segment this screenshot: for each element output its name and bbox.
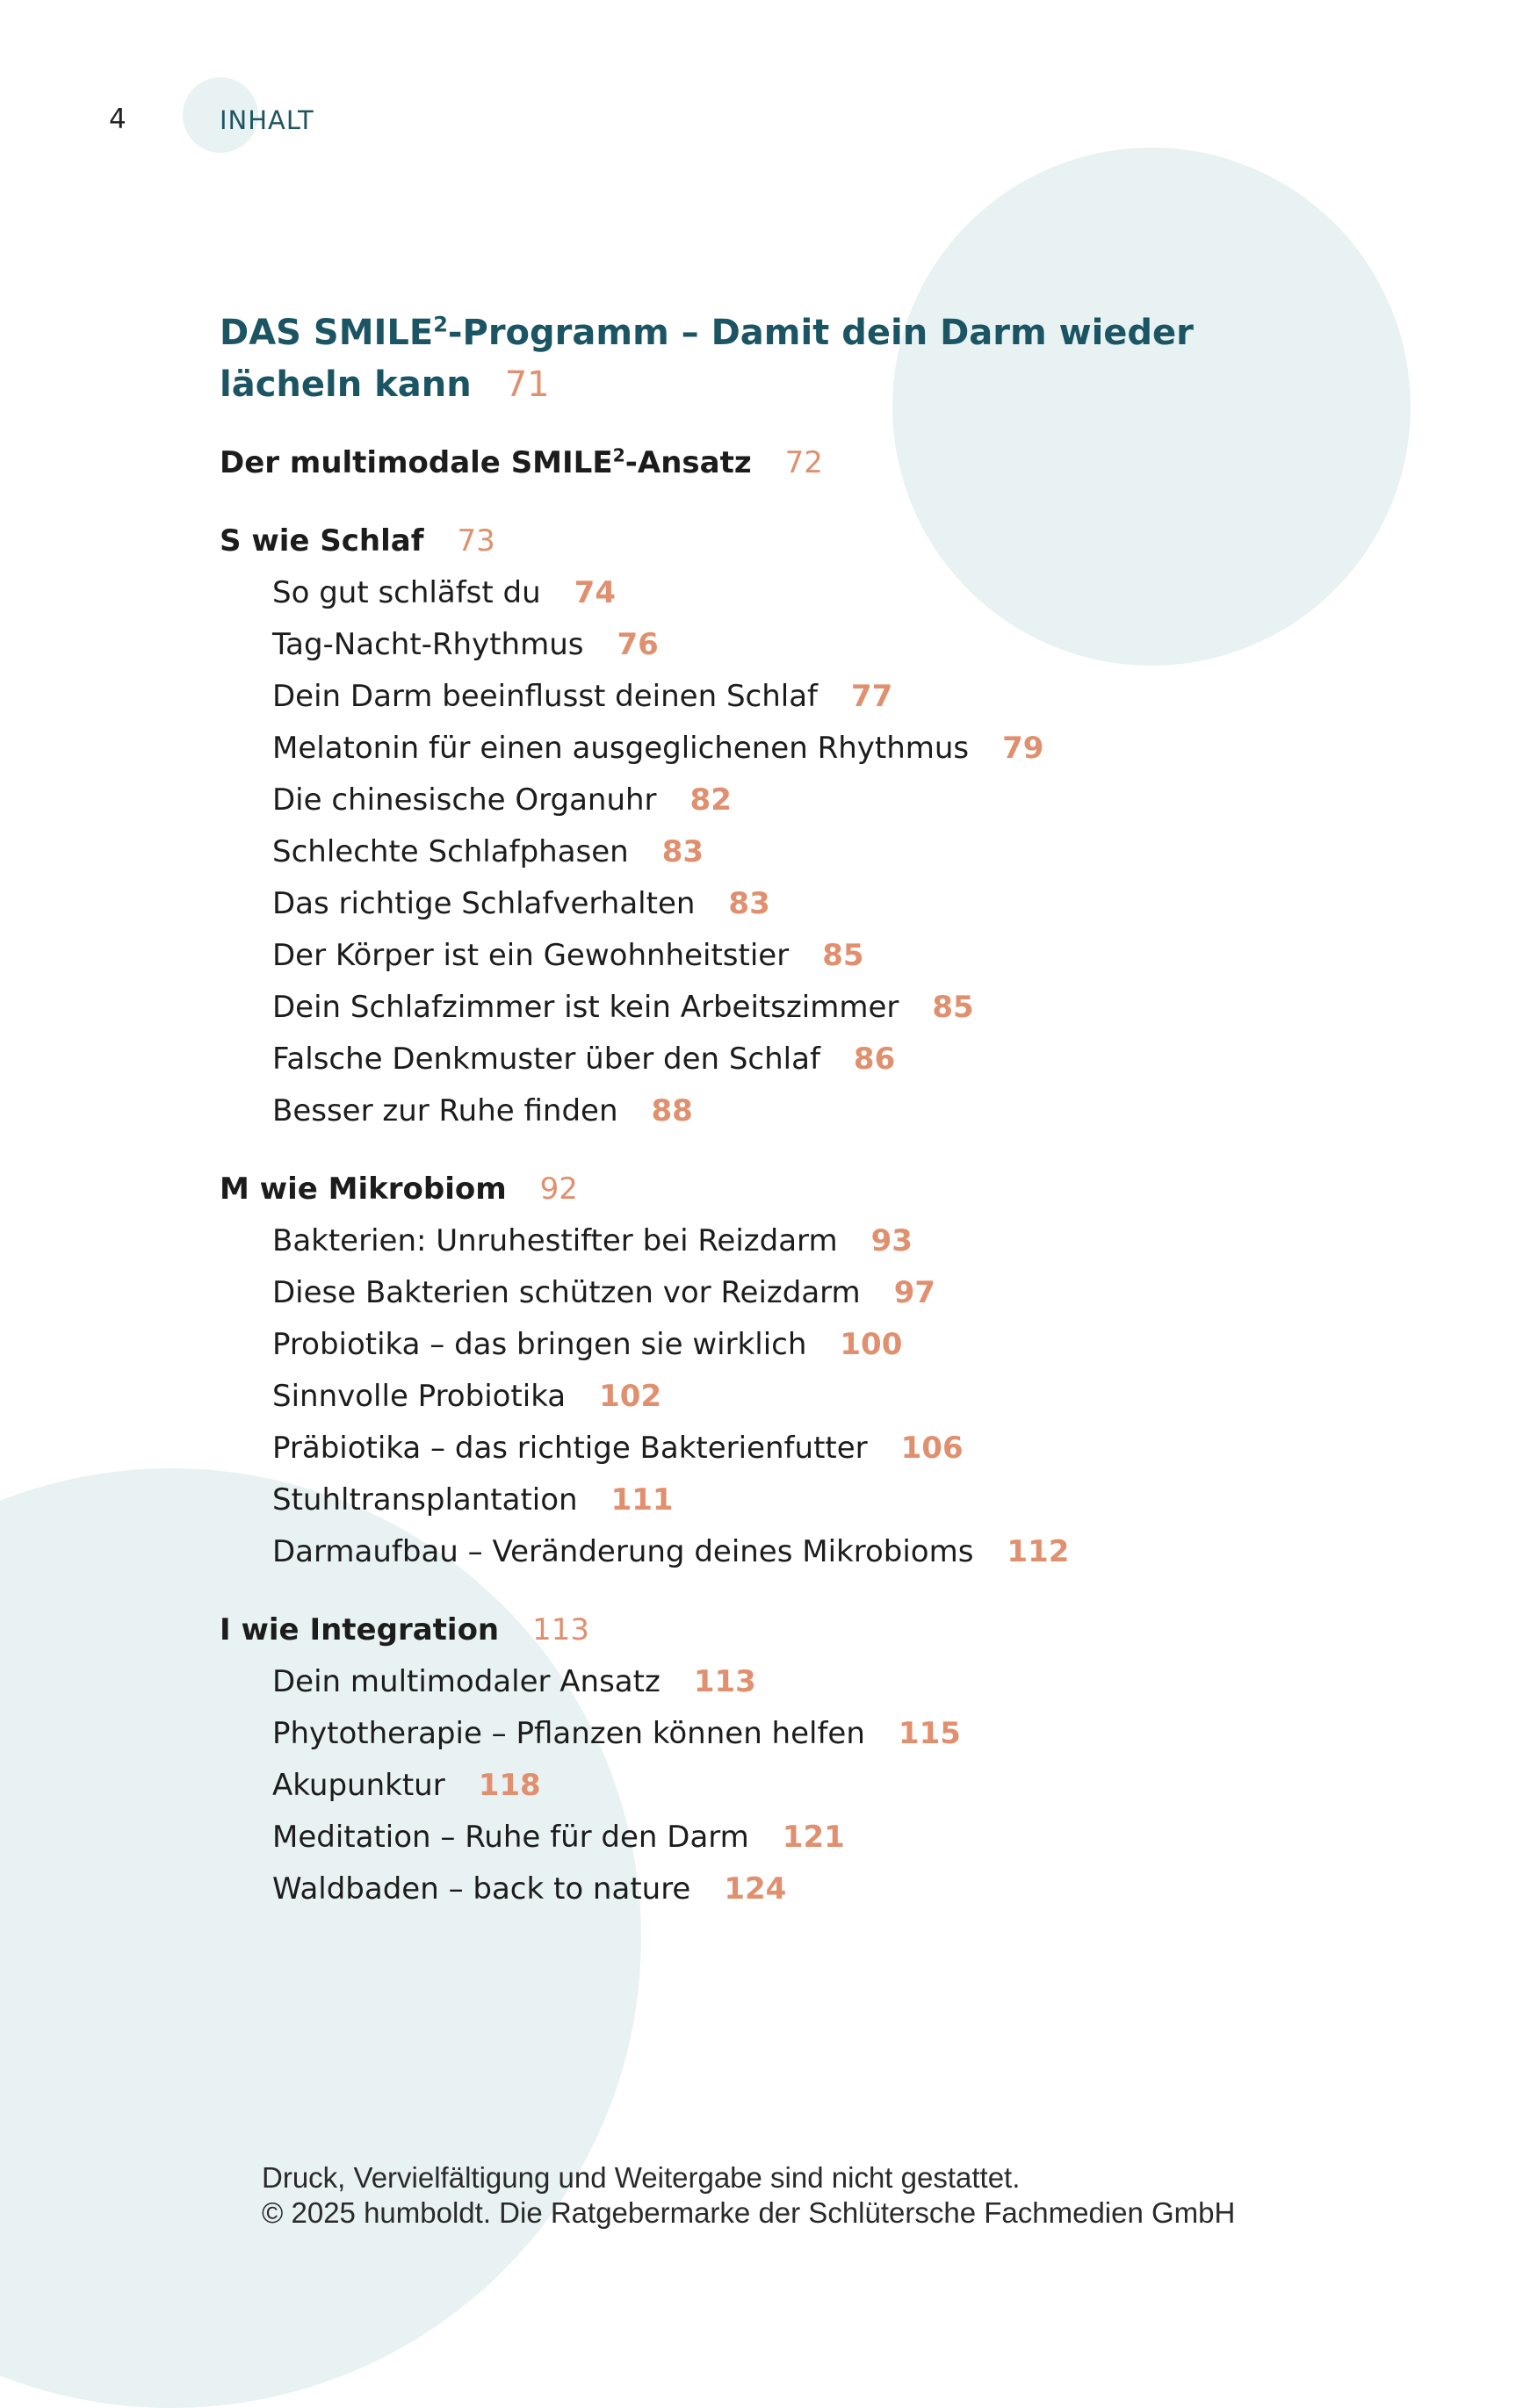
toc-entry[interactable] — [220, 1215, 1361, 1267]
toc-entry-page: 76 — [617, 627, 659, 662]
toc-entry[interactable] — [220, 1760, 1361, 1812]
footer-line: © 2025 humboldt. Die Ratgebermarke der Schlütersche Fachmedien GmbH — [262, 2196, 1236, 2229]
toc-entry-page: 82 — [689, 782, 732, 818]
toc-entry-page: 83 — [728, 886, 770, 921]
toc-section-title: I wie Integration — [220, 1612, 500, 1647]
toc-entry-label: Präbiotika – das richtige Bakterienfutter — [272, 1431, 868, 1466]
chapter-title-part: DAS SMILE — [220, 313, 434, 353]
toc-entry-label: Der multimodale SMILE — [220, 445, 613, 480]
toc-entry-label: Dein Darm beeinflusst deinen Schlaf — [272, 679, 819, 714]
toc-entry-label: Melatonin für einen ausgeglichenen Rhythmus — [272, 731, 970, 766]
toc-entry-page: 102 — [599, 1379, 662, 1414]
table-of-contents — [220, 307, 1361, 1915]
toc-entry-page: 124 — [724, 1871, 787, 1907]
page-number: 4 — [109, 104, 126, 135]
toc-entry[interactable] — [220, 1034, 1361, 1085]
toc-entry[interactable] — [220, 723, 1361, 775]
toc-entry-label: Dein Schlafzimmer ist kein Arbeitszimmer — [272, 990, 899, 1025]
toc-entry-page: 77 — [851, 679, 893, 714]
toc-entry-page: 97 — [893, 1275, 936, 1310]
toc-entry[interactable] — [220, 878, 1361, 930]
toc-entry-label: Tag-Nacht-Rhythmus — [272, 627, 584, 662]
chapter-page-number: 71 — [504, 364, 550, 405]
toc-entry-label: Falsche Denkmuster über den Schlaf — [272, 1042, 820, 1077]
toc-section-page: 113 — [532, 1612, 590, 1647]
toc-entry-label: Meditation – Ruhe für den Darm — [272, 1820, 749, 1855]
toc-entry-label: Stuhltransplantation — [272, 1482, 578, 1518]
toc-section-page: 73 — [457, 523, 495, 559]
toc-entry-page: 88 — [651, 1093, 693, 1128]
toc-entry-page: 79 — [1002, 731, 1044, 766]
toc-entry[interactable] — [220, 619, 1361, 671]
toc-entry-superscript: 2 — [612, 444, 625, 466]
toc-entry-page: 100 — [840, 1327, 903, 1362]
toc-entry[interactable] — [220, 1423, 1361, 1474]
toc-section-heading[interactable] — [220, 1164, 1361, 1215]
toc-entry[interactable] — [220, 930, 1361, 982]
toc-section-heading[interactable] — [220, 1604, 1361, 1656]
toc-entry-page: 118 — [478, 1768, 541, 1803]
toc-section — [220, 1604, 1361, 1915]
copyright-footer — [262, 2160, 1235, 2231]
running-head: INHALT — [220, 105, 314, 135]
toc-entry[interactable] — [220, 775, 1361, 826]
toc-entry[interactable] — [220, 1526, 1361, 1578]
toc-entry-label: So gut schläfst du — [272, 575, 541, 610]
toc-entry-page: 83 — [661, 834, 704, 869]
toc-entry-label: Die chinesische Organuhr — [272, 782, 657, 818]
toc-entry[interactable] — [220, 982, 1361, 1034]
toc-entry-label: Bakterien: Unruhestifter bei Reizdarm — [272, 1223, 838, 1258]
toc-entry-page: 85 — [932, 990, 974, 1025]
toc-entry[interactable] — [220, 567, 1361, 619]
toc-entry-label: Phytotherapie – Pflanzen können helfen — [272, 1716, 865, 1751]
footer-line: Druck, Vervielfältigung und Weitergabe sind nicht gestattet. — [262, 2161, 1021, 2194]
toc-section — [220, 1164, 1361, 1578]
toc-entry-page: 111 — [610, 1482, 674, 1518]
toc-entry-page: 106 — [900, 1431, 964, 1466]
toc-entry-page: 112 — [1007, 1534, 1070, 1569]
toc-entry-label: Schlechte Schlafphasen — [272, 834, 629, 869]
toc-entry[interactable] — [220, 1474, 1361, 1526]
toc-entry-page: 86 — [853, 1042, 896, 1077]
toc-section-page: 92 — [539, 1172, 578, 1207]
toc-section — [220, 515, 1361, 1137]
toc-entry-page: 85 — [822, 938, 864, 973]
toc-entry-label: Akupunktur — [272, 1768, 445, 1803]
chapter-title-superscript: 2 — [433, 312, 448, 337]
toc-entry-intro[interactable] — [220, 437, 1361, 489]
toc-entry[interactable] — [220, 826, 1361, 878]
toc-entry-label: Sinnvolle Probiotika — [272, 1379, 567, 1414]
toc-entry-label: Darmaufbau – Veränderung deines Mikrobioms — [272, 1534, 974, 1569]
toc-entry-label: Probiotika – das bringen sie wirklich — [272, 1327, 807, 1362]
toc-entry-label: -Ansatz — [624, 445, 752, 480]
toc-entry[interactable] — [220, 1267, 1361, 1319]
toc-section-title: S wie Schlaf — [220, 523, 424, 559]
toc-entry-page: 115 — [898, 1716, 961, 1751]
toc-entry[interactable] — [220, 1864, 1361, 1915]
toc-entry[interactable] — [220, 1812, 1361, 1864]
toc-entry-label: Der Körper ist ein Gewohnheitstier — [272, 938, 790, 973]
toc-entry-page: 72 — [784, 445, 823, 480]
chapter-title-part: lächeln kann — [220, 364, 472, 405]
toc-entry-page: 113 — [693, 1664, 756, 1699]
toc-entry-page: 121 — [782, 1820, 845, 1855]
toc-entry[interactable] — [220, 1371, 1361, 1423]
toc-entry[interactable] — [220, 671, 1361, 723]
toc-entry-page: 93 — [870, 1223, 913, 1258]
toc-entry-label: Besser zur Ruhe finden — [272, 1093, 618, 1128]
toc-entry[interactable] — [220, 1708, 1361, 1760]
toc-section-heading[interactable] — [220, 515, 1361, 567]
toc-entry[interactable] — [220, 1319, 1361, 1371]
toc-entry[interactable] — [220, 1085, 1361, 1137]
toc-section-title: M wie Mikrobiom — [220, 1172, 507, 1207]
toc-entry-label: Diese Bakterien schützen vor Reizdarm — [272, 1275, 861, 1310]
chapter-title — [220, 307, 1361, 411]
toc-entry-label: Waldbaden – back to nature — [272, 1871, 691, 1907]
toc-sections — [220, 515, 1361, 1915]
toc-entry-label: Dein multimodaler Ansatz — [272, 1664, 661, 1699]
toc-entry[interactable] — [220, 1656, 1361, 1708]
toc-entry-page: 74 — [574, 575, 616, 610]
chapter-title-part: -Programm – Damit dein Darm wieder — [447, 313, 1194, 353]
toc-entry-label: Das richtige Schlafverhalten — [272, 886, 696, 921]
